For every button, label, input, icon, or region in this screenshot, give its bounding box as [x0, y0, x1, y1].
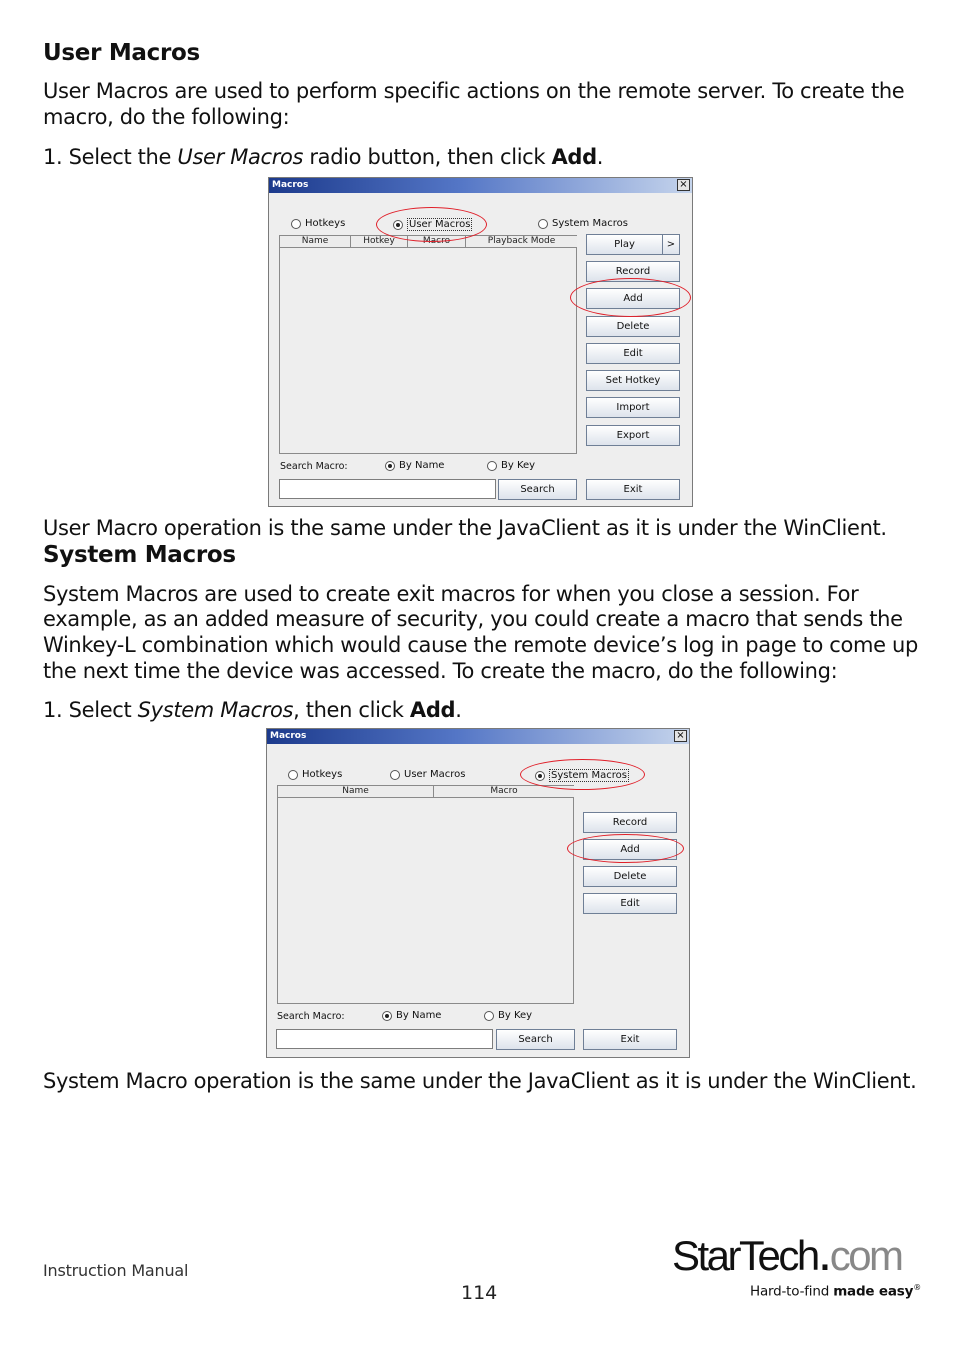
step-text: . — [596, 145, 604, 169]
paragraph-line: System Macros are used to create exit macros for when you close a session. For — [43, 582, 859, 606]
paragraph-javaclient-note: System Macro operation is the same under the JavaClient as it is under the WinClient. — [43, 1069, 917, 1093]
step-text: 1. Select the — [43, 145, 178, 169]
section-title-user-macros: User Macros — [43, 40, 200, 66]
macros-dialog-user — [268, 177, 693, 507]
radio-hotkeys[interactable]: Hotkeys — [288, 769, 342, 780]
exit-button[interactable]: Exit — [586, 479, 680, 500]
import-button[interactable]: Import — [586, 397, 680, 418]
exit-button[interactable]: Exit — [583, 1029, 677, 1050]
search-button[interactable]: Search — [496, 1029, 575, 1050]
paragraph-line: User Macros are used to perform specific actions on the remote server. To create the — [43, 79, 905, 103]
search-input[interactable] — [276, 1029, 493, 1049]
section-title-system-macros: System Macros — [43, 542, 236, 568]
column-header-macro[interactable]: Macro — [408, 236, 466, 248]
step-italic: User Macros — [177, 145, 304, 169]
step-text: . — [455, 698, 462, 722]
highlight-circle-add — [567, 834, 684, 863]
highlight-circle-system-macros — [520, 759, 645, 790]
dialog-title-bar — [269, 178, 692, 193]
set-hotkey-button[interactable]: Set Hotkey — [586, 370, 680, 391]
macros-dialog-system — [266, 728, 690, 1058]
add-button[interactable]: Add — [583, 839, 677, 860]
close-icon[interactable]: × — [674, 730, 687, 742]
paragraph-javaclient-note: User Macro operation is the same under the JavaClient as it is under the WinClient. — [43, 516, 887, 540]
add-button[interactable]: Add — [586, 288, 680, 309]
startech-logo: StarTech.com — [672, 1224, 902, 1282]
delete-button[interactable]: Delete — [583, 866, 677, 887]
export-button[interactable]: Export — [586, 425, 680, 446]
dialog-title: Macros — [272, 180, 309, 190]
highlight-circle-add — [570, 278, 691, 317]
step-text: 1. Select — [43, 698, 138, 722]
radio-user-macros[interactable]: User Macros — [393, 218, 472, 231]
column-header-macro[interactable]: Macro — [434, 786, 574, 798]
footer-manual-label: Instruction Manual — [43, 1261, 189, 1280]
highlight-circle-user-macros — [376, 207, 487, 242]
macro-list[interactable] — [277, 785, 574, 1004]
step-1-user-macros — [43, 144, 603, 170]
play-options-button[interactable]: > — [662, 234, 680, 255]
radio-search-by-name[interactable]: By Name — [385, 460, 444, 471]
radio-search-by-key[interactable]: By Key — [487, 460, 535, 471]
paragraph-line: Winkey-L combination which would cause the remote device’s log in page to come up — [43, 633, 918, 657]
dialog-title-bar — [267, 729, 689, 744]
column-header-playback-mode[interactable]: Playback Mode — [466, 236, 577, 248]
step-italic: System Macros — [137, 698, 294, 722]
paragraph-line: the next time the device was accessed. To create the macro, do the following: — [43, 659, 838, 683]
paragraph-line: macro, do the following: — [43, 105, 290, 129]
radio-search-by-key[interactable]: By Key — [484, 1010, 532, 1021]
search-macro-label: Search Macro: — [280, 461, 348, 472]
column-header-name[interactable]: Name — [278, 786, 434, 798]
search-input[interactable] — [279, 479, 496, 499]
radio-system-macros[interactable]: System Macros — [535, 769, 629, 782]
search-button[interactable]: Search — [498, 479, 577, 500]
record-button[interactable]: Record — [586, 261, 680, 282]
delete-button[interactable]: Delete — [586, 316, 680, 337]
play-button[interactable]: Play — [586, 234, 663, 255]
edit-button[interactable]: Edit — [583, 893, 677, 914]
column-header-name[interactable]: Name — [280, 236, 351, 248]
macro-list[interactable] — [279, 235, 577, 454]
search-macro-label: Search Macro: — [277, 1011, 345, 1022]
radio-system-macros[interactable]: System Macros — [538, 218, 628, 229]
page-number: 114 — [461, 1282, 498, 1304]
dialog-title: Macros — [270, 731, 307, 741]
step-1-system-macros — [43, 697, 462, 723]
step-bold: Add — [409, 698, 456, 722]
close-icon[interactable]: × — [677, 179, 690, 191]
step-bold: Add — [551, 145, 597, 169]
radio-hotkeys[interactable]: Hotkeys — [291, 218, 345, 229]
record-button[interactable]: Record — [583, 812, 677, 833]
edit-button[interactable]: Edit — [586, 343, 680, 364]
logo-tagline: Hard-to-find made easy® — [750, 1283, 921, 1300]
radio-search-by-name[interactable]: By Name — [382, 1010, 441, 1021]
radio-user-macros[interactable]: User Macros — [390, 769, 465, 780]
paragraph-line: example, as an added measure of security, you could create a macro that sends the — [43, 607, 903, 631]
step-text: radio button, then click — [303, 145, 552, 169]
step-text: , then click — [293, 698, 410, 722]
column-header-hotkey[interactable]: Hotkey — [351, 236, 408, 248]
